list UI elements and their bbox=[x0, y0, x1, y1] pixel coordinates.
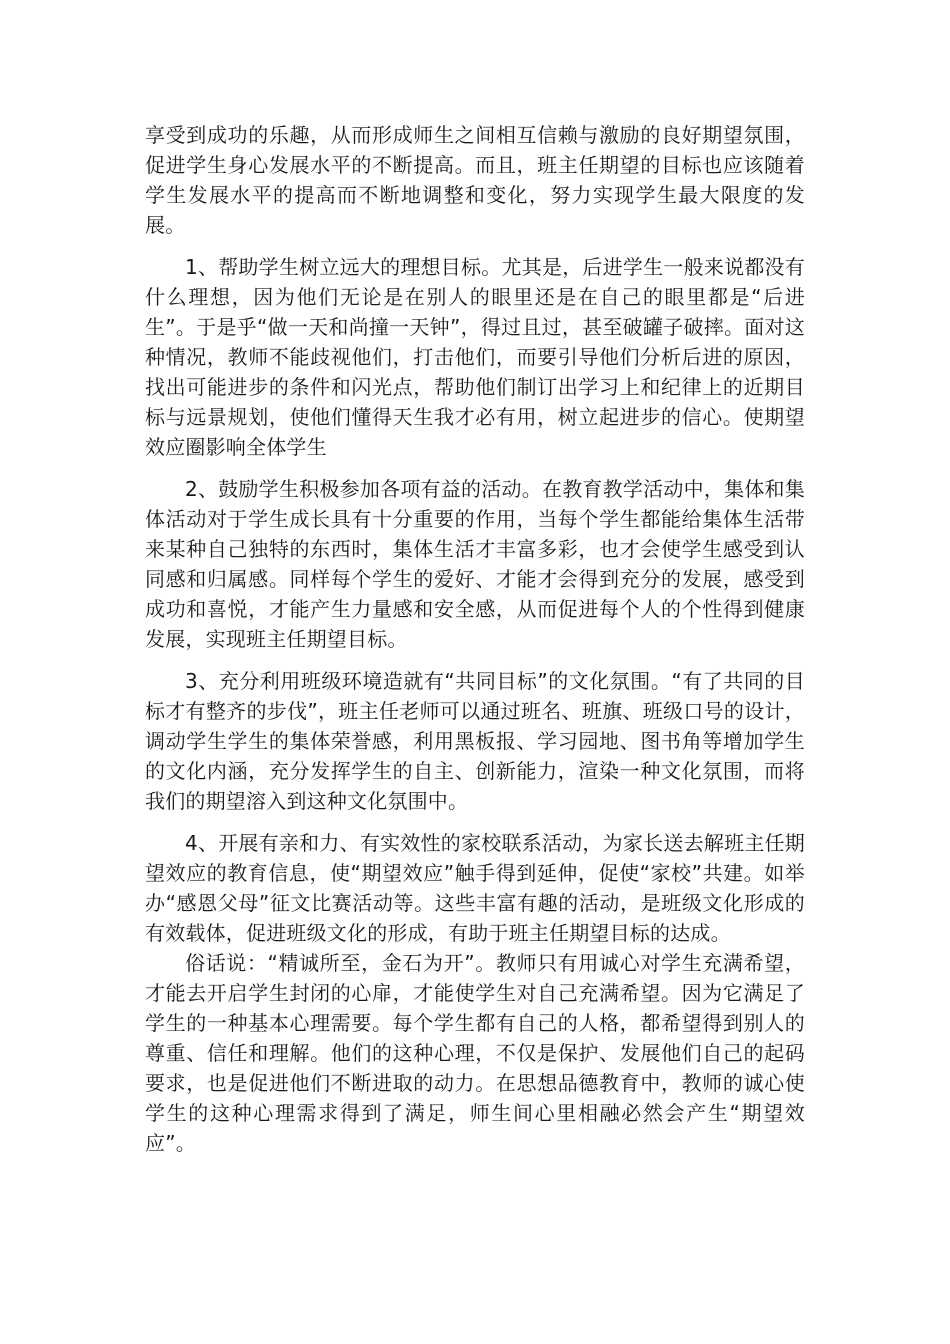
paragraph-point-1: 1、帮助学生树立远大的理想目标。尤其是，后进学生一般来说都没有什么理想，因为他们无论是在别人的眼里还是在自己的眼里都是“后进生”。于是乎“做一天和尚撞一天钟”，得过且过，甚至破罐子破摔。面对这种情况，教师不能歧视他们，打击他们，而要引导他们分析后进的原因，找出可能进步的条件和闪光点，帮助他们制订出学习上和纪律上的近期目标与远景规划，使他们懂得天生我才必有用，树立起进步的信心。使期望效应圈影响全体学生 bbox=[145, 255, 805, 459]
paragraph-point-3: 3、充分利用班级环境造就有“共同目标”的文化氛围。“有了共同的目标才有整齐的步伐”，班主任老师可以通过班名、班旗、班级口号的设计，调动学生学生的集体荣誉感，利用黑板报、学习园地、图书角等增加学生的文化内涵，充分发挥学生的自主、创新能力，渲染一种文化氛围，而将我们的期望溶入到这种文化氛围中。 bbox=[145, 669, 805, 813]
document-page bbox=[145, 120, 805, 1158]
paragraph-intro-continuation: 享受到成功的乐趣，从而形成师生之间相互信赖与激励的良好期望氛围，促进学生身心发展水平的不断提高。而且，班主任期望的目标也应该随着学生发展水平的提高而不断地调整和变化，努力实现学生最大限度的发展。 bbox=[145, 123, 805, 237]
paragraph-point-4: 4、开展有亲和力、有实效性的家校联系活动，为家长送去解班主任期望效应的教育信息，使“期望效应”触手得到延伸，促使“家校”共建。如举办“感恩父母”征文比赛活动等。这些丰富有趣的活动，是班级文化形成的有效载体，促进班级文化的形成，有助于班主任期望目标的达成。 bbox=[145, 831, 805, 945]
paragraph-conclusion: 俗话说：“精诚所至，金石为开”。教师只有用诚心对学生充满希望，才能去开启学生封闭的心扉，才能使学生对自己充满希望。因为它满足了学生的一种基本心理需要。每个学生都有自己的人格，都希望得到别人的尊重、信任和理解。他们的这种心理，不仅是保护、发展他们自己的起码要求，也是促进他们不断进取的动力。在思想品德教育中，教师的诚心使学生的这种心理需求得到了满足，师生间心里相融必然会产生“期望效应”。 bbox=[145, 951, 805, 1155]
paragraph-point-2: 2、鼓励学生积极参加各项有益的活动。在教育教学活动中，集体和集体活动对于学生成长具有十分重要的作用，当每个学生都能给集体生活带来某种自己独特的东西时，集体生活才丰富多彩，也才会使学生感受到认同感和归属感。同样每个学生的爱好、才能才会得到充分的发展，感受到成功和喜悦，才能产生力量感和安全感，从而促进每个人的个性得到健康发展，实现班主任期望目标。 bbox=[145, 477, 805, 651]
